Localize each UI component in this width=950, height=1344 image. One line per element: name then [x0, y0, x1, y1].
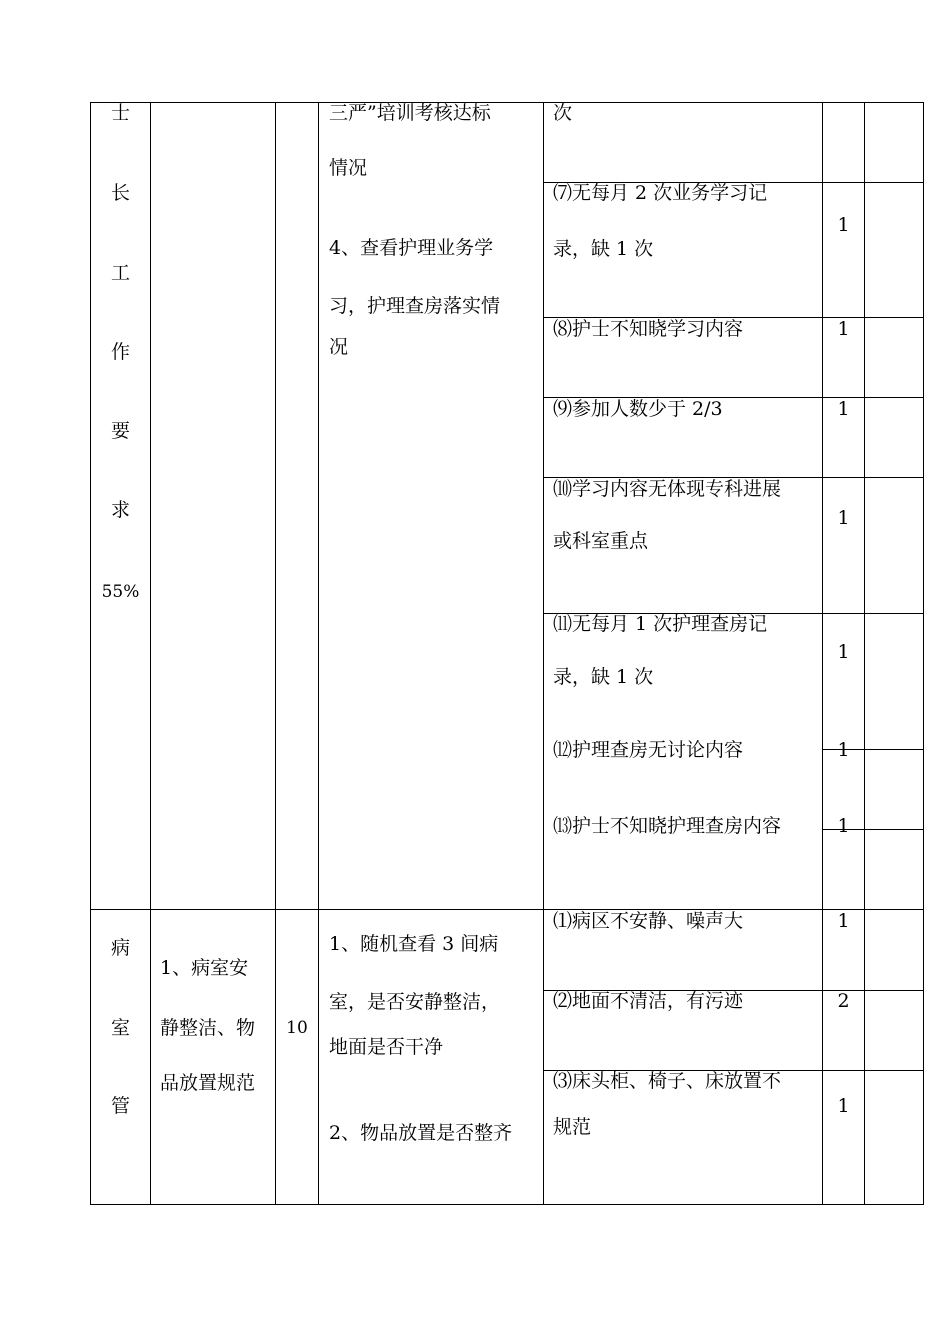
- rule-col: [275, 102, 276, 1205]
- method-line: 4、查看护理业务学: [329, 237, 494, 259]
- standard-line: 1、病室安: [160, 957, 249, 979]
- category-char: 工: [110, 262, 130, 284]
- rule-col: [318, 102, 319, 1205]
- rule-mid: [90, 909, 924, 910]
- deduction-item: ⑻护士不知晓学习内容: [553, 318, 744, 340]
- deduction-score: 1: [837, 910, 850, 932]
- deduction-item: ⒀护士不知晓护理查房内容: [553, 815, 782, 837]
- category-char: 作: [110, 341, 130, 363]
- deduction-score: 1: [837, 1095, 850, 1117]
- method-line: 况: [329, 336, 349, 358]
- deduction-item: ⑿护理查房无讨论内容: [553, 739, 744, 761]
- deduction-item: ⑴病区不安静、噪声大: [553, 910, 744, 932]
- category-char: 士: [110, 102, 130, 124]
- method-line: 2、物品放置是否整齐: [329, 1122, 513, 1144]
- deduction-item: 或科室重点: [553, 530, 649, 552]
- category-char: 病: [110, 937, 130, 959]
- deduction-score: 1: [837, 507, 850, 529]
- category-char: 要: [110, 420, 130, 442]
- method-line: 地面是否干净: [329, 1036, 444, 1058]
- rule-bottom: [90, 1204, 924, 1205]
- deduction-item: ⑾无每月 1 次护理查房记: [553, 613, 768, 635]
- standard-line: 静整洁、物: [160, 1017, 256, 1039]
- deduction-item: 规范: [553, 1116, 592, 1138]
- category-char: 管: [110, 1095, 130, 1117]
- category-char: 求: [110, 499, 130, 521]
- deduction-item: ⑶床头柜、椅子、床放置不: [553, 1070, 782, 1092]
- deduction-score: 1: [837, 815, 850, 837]
- deduction-score: 1: [837, 739, 850, 761]
- deduction-score: 2: [837, 990, 850, 1012]
- deduction-item: 录，缺 1 次: [553, 238, 654, 260]
- deduction-score: 1: [837, 641, 850, 663]
- deduction-item: ⑽学习内容无体现专科进展: [553, 478, 782, 500]
- method-line: 情况: [329, 157, 368, 179]
- total-score: 10: [286, 1018, 308, 1038]
- deduction-item: 次: [553, 102, 573, 124]
- method-line: 1、随机查看 3 间病: [329, 933, 499, 955]
- standard-line: 品放置规范: [160, 1072, 256, 1094]
- deduction-score: 1: [837, 398, 850, 420]
- category-char: 室: [110, 1017, 130, 1039]
- category-weight: 55%: [101, 582, 140, 602]
- deduction-item: ⑵地面不清洁，有污迹: [553, 990, 744, 1012]
- deduction-score: 1: [837, 214, 850, 236]
- method-line: 室，是否安静整洁，: [329, 991, 501, 1013]
- rule-col: [150, 102, 151, 1205]
- rule-col: [543, 102, 544, 1205]
- deduction-item: 录，缺 1 次: [553, 666, 654, 688]
- rule-top: [90, 102, 924, 103]
- deduction-score: 1: [837, 318, 850, 340]
- rule-col: [923, 102, 924, 1205]
- method-line: 三严”培训考核达标: [329, 102, 491, 124]
- category-char: 长: [110, 182, 130, 204]
- deduction-item: ⑼参加人数少于 2/3: [553, 398, 723, 420]
- rule-col: [864, 102, 865, 1205]
- method-line: 习，护理查房落实情: [329, 295, 501, 317]
- deduction-item: ⑺无每月 2 次业务学习记: [553, 182, 768, 204]
